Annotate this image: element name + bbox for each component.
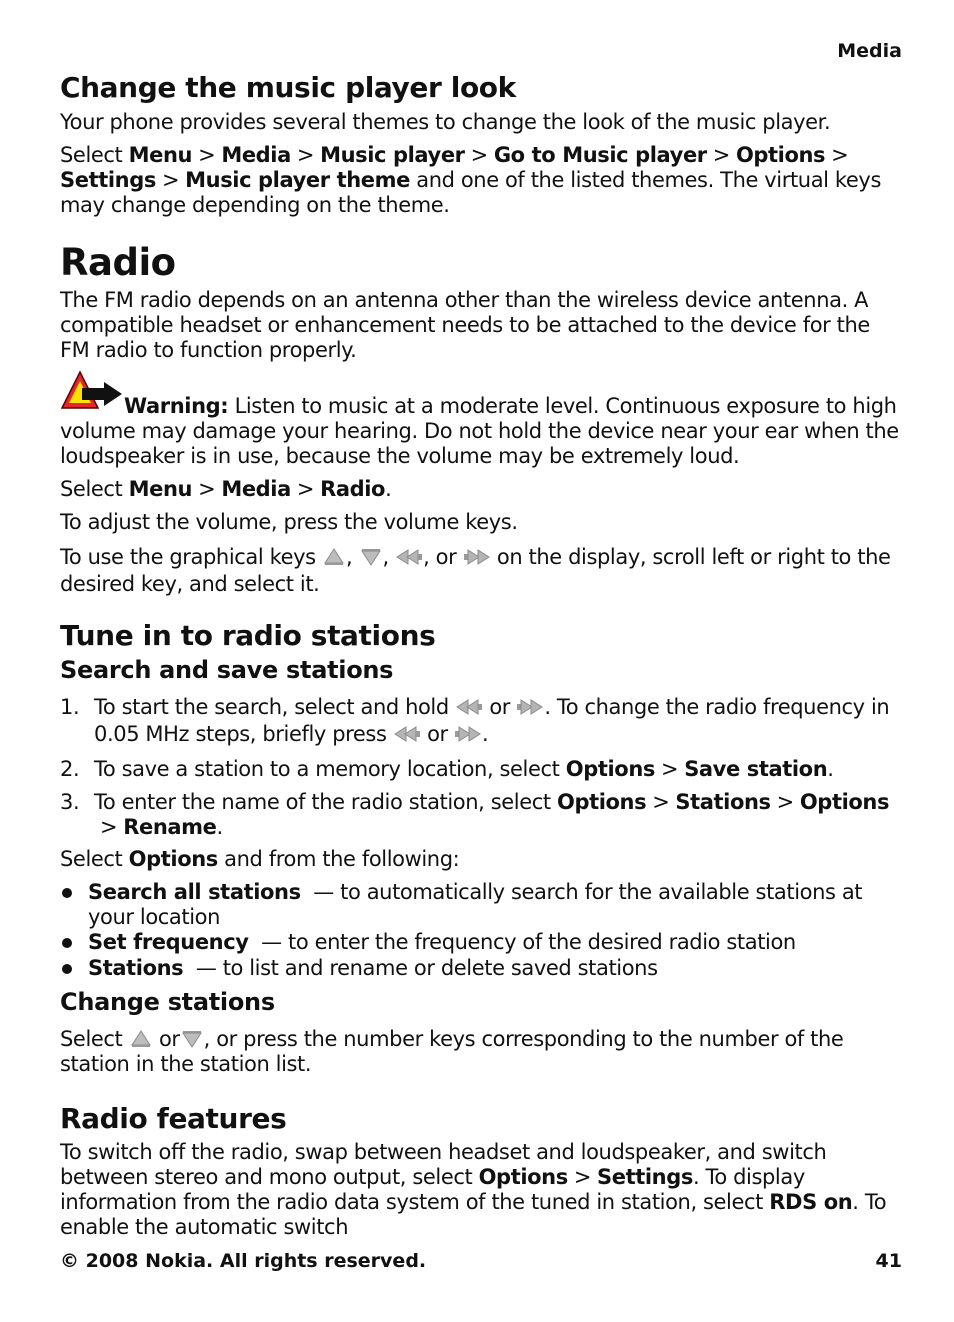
select-options-text: Select Options and from the following:: [60, 847, 460, 871]
volume-text: To adjust the volume, press the volume keys.: [60, 510, 518, 534]
radio-path: Select Menu > Media > Radio.: [60, 477, 392, 501]
heading-search-save: Search and save stations: [60, 656, 394, 684]
music-look-path: Select Menu > Media > Music player > Go to Music player > Options >Settings > Music player theme and one of the listed themes. The virtual keys may change depending on the theme.: [60, 143, 881, 217]
arrow-down-icon: [359, 548, 383, 566]
arrow-up-icon: [322, 548, 346, 566]
heading-radio-features: Radio features: [60, 1102, 287, 1135]
heading-music-look: Change the music player look: [60, 71, 516, 104]
fast-forward-icon: [516, 698, 544, 716]
copyright: © 2008 Nokia. All rights reserved.: [60, 1250, 427, 1272]
fast-forward-icon: [463, 548, 491, 566]
graphical-keys-text: To use the graphical keys , , , or on the display, scroll left or right to the desired key, and select it.: [60, 545, 891, 596]
rewind-icon: [455, 698, 483, 716]
heading-radio: Radio: [60, 241, 176, 284]
fast-forward-icon: [454, 725, 482, 743]
radio-features-text: To switch off the radio, swap between headset and loudspeaker, and switch between stereo and mono output, select Options > Settings. To display information from the radio data system of the tuned in station, select RDS on. To enable the automatic switch: [60, 1140, 887, 1239]
rewind-icon: [393, 725, 421, 743]
section-name: Media: [837, 40, 902, 62]
arrow-down-icon: [180, 1030, 204, 1048]
heading-change-stations: Change stations: [60, 988, 275, 1016]
footer: [60, 1250, 902, 1272]
change-stations-text: Select or , or press the number keys corresponding to the number of the station in the station list.: [60, 1027, 844, 1076]
warning-text: Warning: Listen to music at a moderate level. Continuous exposure to high volume may damage your hearing. Do not hold the device near your ear when the loudspeaker is in use, because the volume may be extremely loud.: [60, 394, 899, 468]
rewind-icon: [395, 548, 423, 566]
radio-intro: The FM radio depends on an antenna other than the wireless device antenna. A compatible headset or enhancement needs to be attached to the device for the FM radio to function properly.: [60, 288, 870, 362]
music-look-intro: Your phone provides several themes to change the look of the music player.: [60, 110, 831, 134]
page-number: 41: [875, 1250, 902, 1272]
heading-tune-in: Tune in to radio stations: [60, 619, 436, 652]
arrow-up-icon: [129, 1030, 153, 1048]
